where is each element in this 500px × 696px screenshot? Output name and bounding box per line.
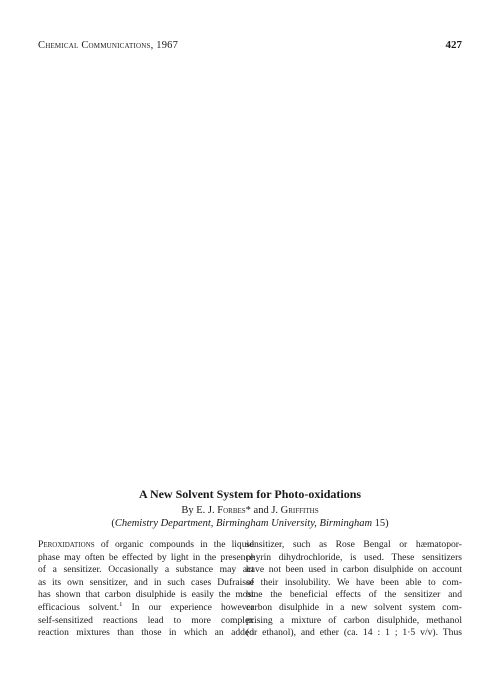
article-title: A New Solvent System for Photo-oxidations <box>138 487 362 501</box>
page-number: 427 <box>445 39 462 51</box>
left-column <box>38 539 254 640</box>
left-line-1-text: of organic compounds in the liquid <box>100 539 254 550</box>
affiliation-open-paren: ( <box>111 518 115 529</box>
right-line-1: sensitizer, such as Rose Bengal or hæmatopor- <box>246 539 462 550</box>
byline-prefix: By E. J. <box>181 505 218 516</box>
first-word: Peroxidations <box>38 539 95 550</box>
right-line-4: of their insolubility. We have been able to com- <box>246 576 462 588</box>
left-line-2: phase may often be effected by light in the presence <box>38 551 254 563</box>
author-griffiths: Griffiths <box>280 505 319 516</box>
left-line-6 <box>38 602 254 615</box>
right-line-3: have not been used in carbon disulphide on account <box>246 564 462 576</box>
affiliation-text: Chemistry Department, Birmingham University, Birmingham <box>114 518 373 529</box>
left-line-6-end: In our experience however <box>131 601 254 613</box>
author-forbes: Forbes <box>217 505 246 516</box>
footnote-mark: 1 <box>119 601 123 608</box>
byline <box>0 505 500 516</box>
right-line-8: (or ethanol), and ether (ca. 14 : 1 ; 1·5 v/v). Thus <box>246 627 462 639</box>
byline-mid: * and J. <box>245 505 281 516</box>
affiliation-close: 15) <box>372 518 389 529</box>
left-line-5: has shown that carbon disulphide is easily the most <box>38 589 254 601</box>
running-head: Chemical Communications, 1967 <box>38 40 179 51</box>
right-line-5: bine the beneficial effects of the sensitizer and <box>246 589 462 601</box>
left-line-3: of a sensitizer. Occasionally a substance may act <box>38 564 254 576</box>
right-line-7: prising a mixture of carbon disulphide, methanol <box>246 614 462 626</box>
right-line-2: phyrin dihydrochloride, is used. These sensitizers <box>246 551 462 563</box>
left-line-1 <box>38 539 254 552</box>
left-line-8: reaction mixtures than those in which an added <box>38 627 254 639</box>
right-column <box>246 539 462 640</box>
left-line-6-start: efficacious solvent. <box>38 601 120 613</box>
left-line-4: as its own sensitizer, and in such cases Dufraisse <box>38 576 254 588</box>
right-line-6: carbon disulphide in a new solvent system com- <box>246 601 462 613</box>
left-line-7: self-sensitized reactions lead to more complex <box>38 614 254 626</box>
affiliation <box>0 518 500 529</box>
